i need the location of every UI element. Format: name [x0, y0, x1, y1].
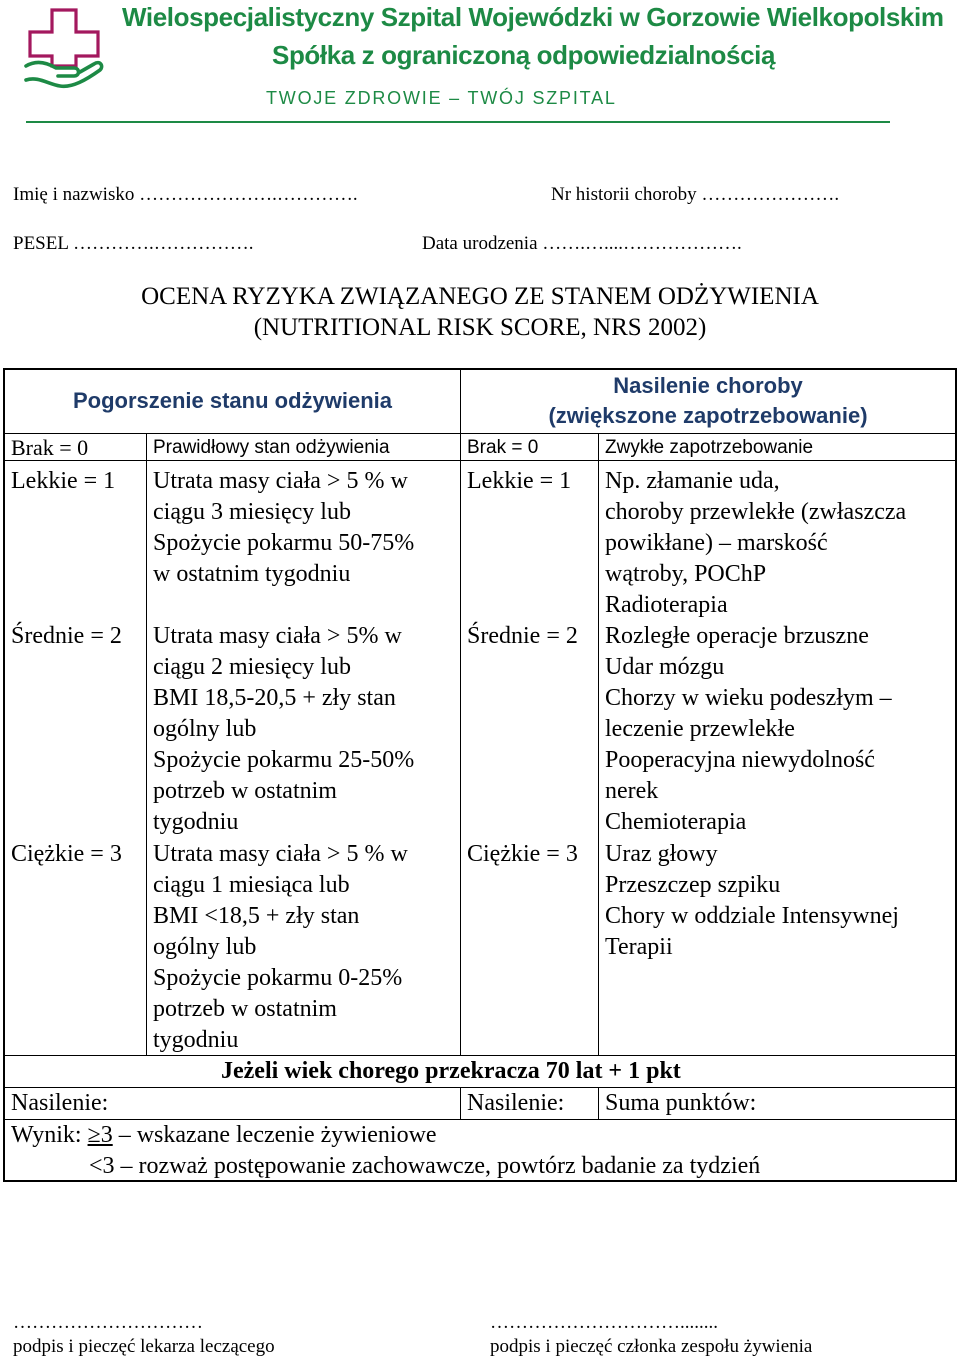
table-border-left: [3, 368, 5, 1182]
score-left-1: Lekkie = 1: [11, 468, 116, 494]
score-right-2: Średnie = 2: [467, 623, 578, 649]
header-disease-severity: Nasilenie choroby (zwiększone zapotrzebowanie): [548, 373, 868, 428]
patient-name-field[interactable]: Imię i nazwisko ………………….………….: [13, 184, 358, 205]
score-right-1: Lekkie = 1: [467, 468, 572, 494]
desc-right-2: Rozległe operacje brzuszne Udar mózgu Chorzy w wieku podeszłym – leczenie przewlekłe Pooperacyjna niewydolność nerek Chemioterapia: [605, 623, 892, 835]
desc-left-0: Prawidłowy stan odżywienia: [153, 437, 390, 458]
hospital-slogan: TWOJE ZDROWIE – TWÓJ SZPITAL: [266, 88, 617, 108]
total-score-field[interactable]: Suma punktów:: [605, 1090, 757, 1116]
header-divider: [26, 121, 890, 123]
doctor-signature-label: podpis i pieczęć lekarza leczącego: [13, 1336, 275, 1357]
header-nutrition-deterioration: Pogorszenie stanu odżywienia: [72, 388, 393, 413]
table-rule: [598, 433, 599, 1055]
score-left-3: Ciężkie = 3: [11, 841, 122, 867]
result-line-2: <3 – rozważ postępowanie zachowawcze, powtórz badanie za tydzień: [89, 1153, 761, 1179]
hospital-cross-hand-icon: [22, 6, 106, 92]
table-rule: [460, 368, 461, 1055]
severity-right-field[interactable]: Nasilenie:: [467, 1090, 565, 1116]
severity-left-field[interactable]: Nasilenie:: [11, 1090, 109, 1116]
date-of-birth-field[interactable]: Data urodzenia …….…....……………….: [422, 233, 742, 254]
result-threshold-ge3: ≥3: [87, 1122, 113, 1148]
table-rule: [146, 433, 147, 1055]
score-left-0: Brak = 0: [11, 435, 89, 460]
pesel-field[interactable]: PESEL ………….…………….: [13, 233, 254, 254]
desc-right-1: Np. złamanie uda, choroby przewlekłe (zwłaszcza powikłane) – marskość wątroby, POChP Radioterapia: [605, 468, 907, 618]
desc-left-2: Utrata masy ciała > 5% w ciągu 2 miesięcy lub BMI 18,5-20,5 + zły stan ogólny lub Spożycie pokarmu 25-50% potrzeb w ostatnim tygodniu: [153, 623, 415, 835]
score-right-3: Ciężkie = 3: [467, 841, 578, 867]
hospital-name: Wielospecjalistyczny Szpital Wojewódzki w Gorzowie Wielkopolskim: [122, 2, 944, 32]
result-label: Wynik:: [11, 1122, 82, 1148]
history-number-field[interactable]: Nr historii choroby ………………….: [551, 184, 840, 205]
doctor-signature-line[interactable]: …………………………: [13, 1312, 203, 1333]
nutrition-team-signature-line[interactable]: …………………………........: [490, 1312, 718, 1333]
form-subtitle: (NUTRITIONAL RISK SCORE, NRS 2002): [253, 314, 707, 341]
desc-right-3: Uraz głowy Przeszczep szpiku Chory w oddziale Intensywnej Terapii: [605, 841, 899, 960]
company-type: Spółka z ograniczoną odpowiedzialnością: [272, 40, 776, 70]
result-line-1: [11, 1120, 437, 1151]
score-right-0: Brak = 0: [467, 437, 539, 458]
result-ge3-text: – wskazane leczenie żywieniowe: [112, 1122, 437, 1148]
form-title: OCENA RYZYKA ZWIĄZANEGO ZE STANEM ODŻYWIENIA: [141, 283, 819, 310]
desc-left-1: Utrata masy ciała > 5 % w ciągu 3 miesięcy lub Spożycie pokarmu 50-75% w ostatnim tygodniu: [153, 468, 415, 587]
table-border-right: [955, 368, 957, 1182]
table-rule: [460, 1087, 461, 1119]
table-rule: [598, 1087, 599, 1119]
nutrition-team-signature-label: podpis i pieczęć członka zespołu żywienia: [490, 1336, 813, 1357]
age-bonus-note: Jeżeli wiek chorego przekracza 70 lat + 1 pkt: [221, 1058, 681, 1084]
desc-left-3: Utrata masy ciała > 5 % w ciągu 1 miesiąca lub BMI <18,5 + zły stan ogólny lub Spożycie pokarmu 0-25% potrzeb w ostatnim tygodniu: [153, 841, 408, 1053]
table-border-top: [3, 368, 957, 370]
score-left-2: Średnie = 2: [11, 623, 122, 649]
desc-right-0: Zwykłe zapotrzebowanie: [605, 437, 814, 458]
